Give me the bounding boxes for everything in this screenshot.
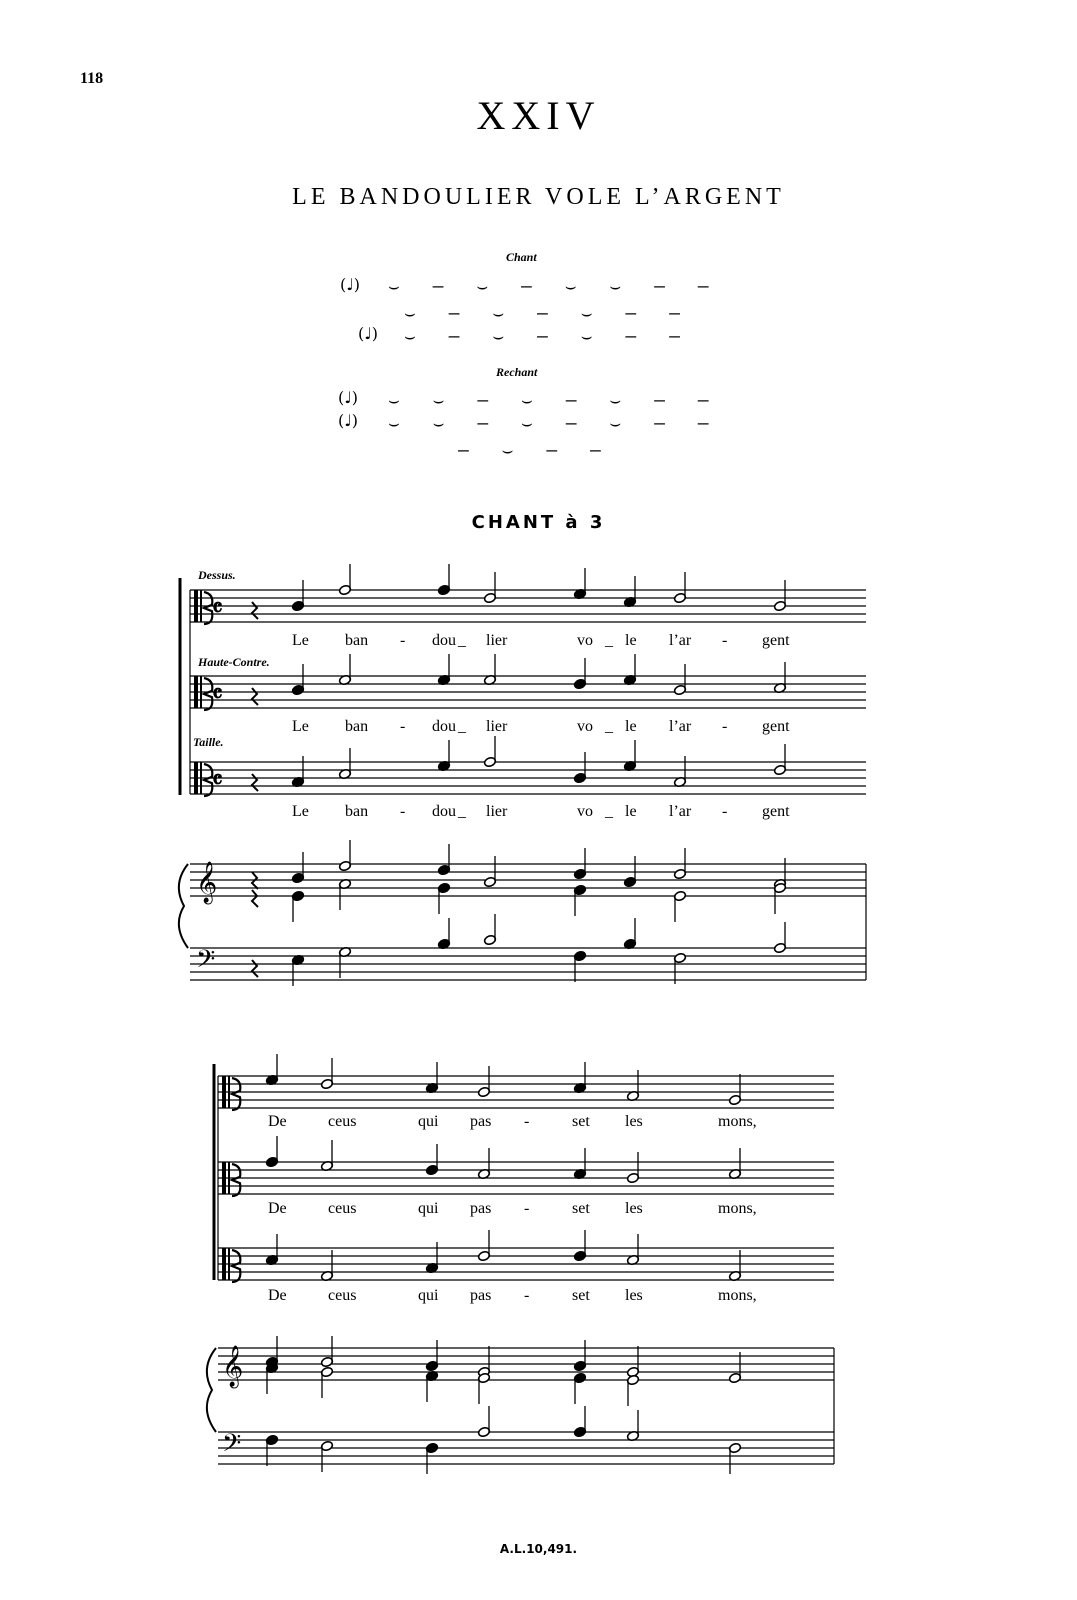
c-clef-icon (222, 1076, 226, 1108)
lyric-syllable: le (625, 803, 637, 820)
bass-clef-icon: 𝄢 (196, 945, 216, 980)
lyric-syllable: _ (605, 718, 613, 735)
quarter-rest-icon (252, 960, 258, 977)
lyric-syllable: qui (418, 1200, 439, 1217)
lyric-syllable: pas (470, 1200, 492, 1217)
lyric-syllable: les (625, 1113, 643, 1130)
lyric-syllable: pas (470, 1113, 492, 1130)
scheme-line: ⌣ – ⌣ – ⌣ ⌣ – – (388, 276, 720, 297)
c-clef-icon (232, 1250, 240, 1282)
common-time-icon: 𝄴 (212, 593, 223, 622)
lyric-syllable: mons, (718, 1287, 757, 1304)
grand-staff-brace (179, 864, 188, 948)
lyric-syllable: ban (345, 632, 369, 649)
lyric-syllable: - (722, 718, 728, 735)
chant-label: Chant (506, 250, 537, 264)
c-clef-icon (194, 590, 198, 622)
lyric-syllable: ceus (328, 1287, 357, 1304)
scheme-tag: (♩) (358, 324, 379, 343)
lyric-syllable: De (268, 1287, 287, 1304)
lyric-syllable: le (625, 718, 637, 735)
scheme-line: ⌣ – ⌣ – ⌣ – – (404, 303, 691, 324)
quarter-rest-icon (252, 774, 258, 791)
lyric-syllable: ceus (328, 1113, 357, 1130)
scheme-line: – ⌣ – – (458, 440, 612, 461)
voice-label-dessus: Dessus. (198, 568, 236, 582)
lyric-syllable: Le (292, 632, 309, 649)
plate-number: A.L.10,491. (499, 1542, 578, 1556)
treble-clef-icon: 𝄞 (196, 862, 218, 903)
lyric-syllable: vo (577, 803, 593, 820)
lyric-syllable: - (400, 632, 406, 649)
chant-subtitle: CHANT à 3 (471, 512, 606, 533)
lyric-syllable: De (268, 1113, 287, 1130)
voice-label-haute-contre: Haute-Contre. (198, 655, 270, 669)
lyric-syllable: mons, (718, 1200, 757, 1217)
lyric-syllable: gent (762, 803, 790, 820)
lyric-syllable: lier (486, 803, 508, 820)
lyric-syllable: qui (418, 1113, 439, 1130)
lyric-syllable: l’ar (669, 803, 692, 820)
quarter-rest-icon (252, 688, 258, 705)
lyric-syllable: - (400, 718, 406, 735)
lyric-syllable: De (268, 1200, 287, 1217)
rechant-label: Rechant (496, 365, 538, 379)
voice-label-taille: Taille. (193, 735, 224, 749)
lyric-syllable: - (524, 1113, 530, 1130)
c-clef-icon (194, 762, 198, 794)
grand-staff-brace (207, 1348, 216, 1432)
lyric-syllable: ban (345, 803, 369, 820)
treble-clef-icon: 𝄞 (222, 1346, 244, 1387)
lyric-syllable: lier (486, 632, 508, 649)
lyric-syllable: _ (458, 803, 466, 820)
c-clef-icon (232, 1164, 240, 1196)
lyric-syllable: ban (345, 718, 369, 735)
c-clef-icon (228, 1248, 230, 1280)
common-time-icon: 𝄴 (212, 765, 223, 794)
bass-clef-icon: 𝄢 (222, 1429, 242, 1464)
lyric-syllable: _ (605, 803, 613, 820)
lyric-syllable: gent (762, 718, 790, 735)
c-clef-icon (194, 676, 198, 708)
page-number: 118 (80, 70, 104, 87)
lyric-syllable: mons, (718, 1113, 757, 1130)
c-clef-icon (232, 1078, 240, 1110)
song-title: LE BANDOULIER VOLE L’ARGENT (292, 184, 785, 210)
lyric-syllable: Le (292, 803, 309, 820)
lyric-syllable: - (400, 803, 406, 820)
lyric-syllable: l’ar (669, 718, 692, 735)
lyric-syllable: - (524, 1287, 530, 1304)
lyric-syllable: - (722, 632, 728, 649)
lyric-syllable: pas (470, 1287, 492, 1304)
quarter-rest-icon (252, 890, 258, 907)
scheme-tag: (♩) (338, 388, 359, 407)
lyric-syllable: dou (432, 632, 456, 649)
lyric-syllable: dou (432, 718, 456, 735)
lyric-syllable: set (572, 1113, 590, 1130)
lyric-syllable: ceus (328, 1200, 357, 1217)
c-clef-icon (222, 1248, 226, 1280)
lyric-syllable: Le (292, 718, 309, 735)
scheme-tag: (♩) (338, 411, 359, 430)
scheme-line: ⌣ ⌣ – ⌣ – ⌣ – – (388, 413, 720, 434)
lyric-syllable: l’ar (669, 632, 692, 649)
c-clef-icon (200, 676, 202, 708)
c-clef-icon (228, 1162, 230, 1194)
lyric-syllable: le (625, 632, 637, 649)
c-clef-icon (200, 762, 202, 794)
c-clef-icon (222, 1162, 226, 1194)
lyric-syllable: vo (577, 632, 593, 649)
lyric-syllable: set (572, 1200, 590, 1217)
lyric-syllable: dou (432, 803, 456, 820)
lyric-syllable: - (524, 1200, 530, 1217)
scheme-tag: (♩) (340, 275, 361, 294)
scheme-line: ⌣ ⌣ – ⌣ – ⌣ – – (388, 390, 720, 411)
lyric-syllable: vo (577, 718, 593, 735)
song-number: XXIV (476, 93, 601, 138)
lyric-syllable: _ (605, 632, 613, 649)
quarter-rest-icon (252, 602, 258, 619)
lyric-syllable: qui (418, 1287, 439, 1304)
lyric-syllable: - (722, 803, 728, 820)
c-clef-icon (228, 1076, 230, 1108)
lyric-syllable: gent (762, 632, 790, 649)
scheme-line: ⌣ – ⌣ – ⌣ – – (404, 326, 691, 347)
lyric-syllable: lier (486, 718, 508, 735)
lyric-syllable: _ (458, 718, 466, 735)
common-time-icon: 𝄴 (212, 679, 223, 708)
lyric-syllable: les (625, 1200, 643, 1217)
lyric-syllable: set (572, 1287, 590, 1304)
lyric-syllable: _ (458, 632, 466, 649)
c-clef-icon (200, 590, 202, 622)
lyric-syllable: les (625, 1287, 643, 1304)
